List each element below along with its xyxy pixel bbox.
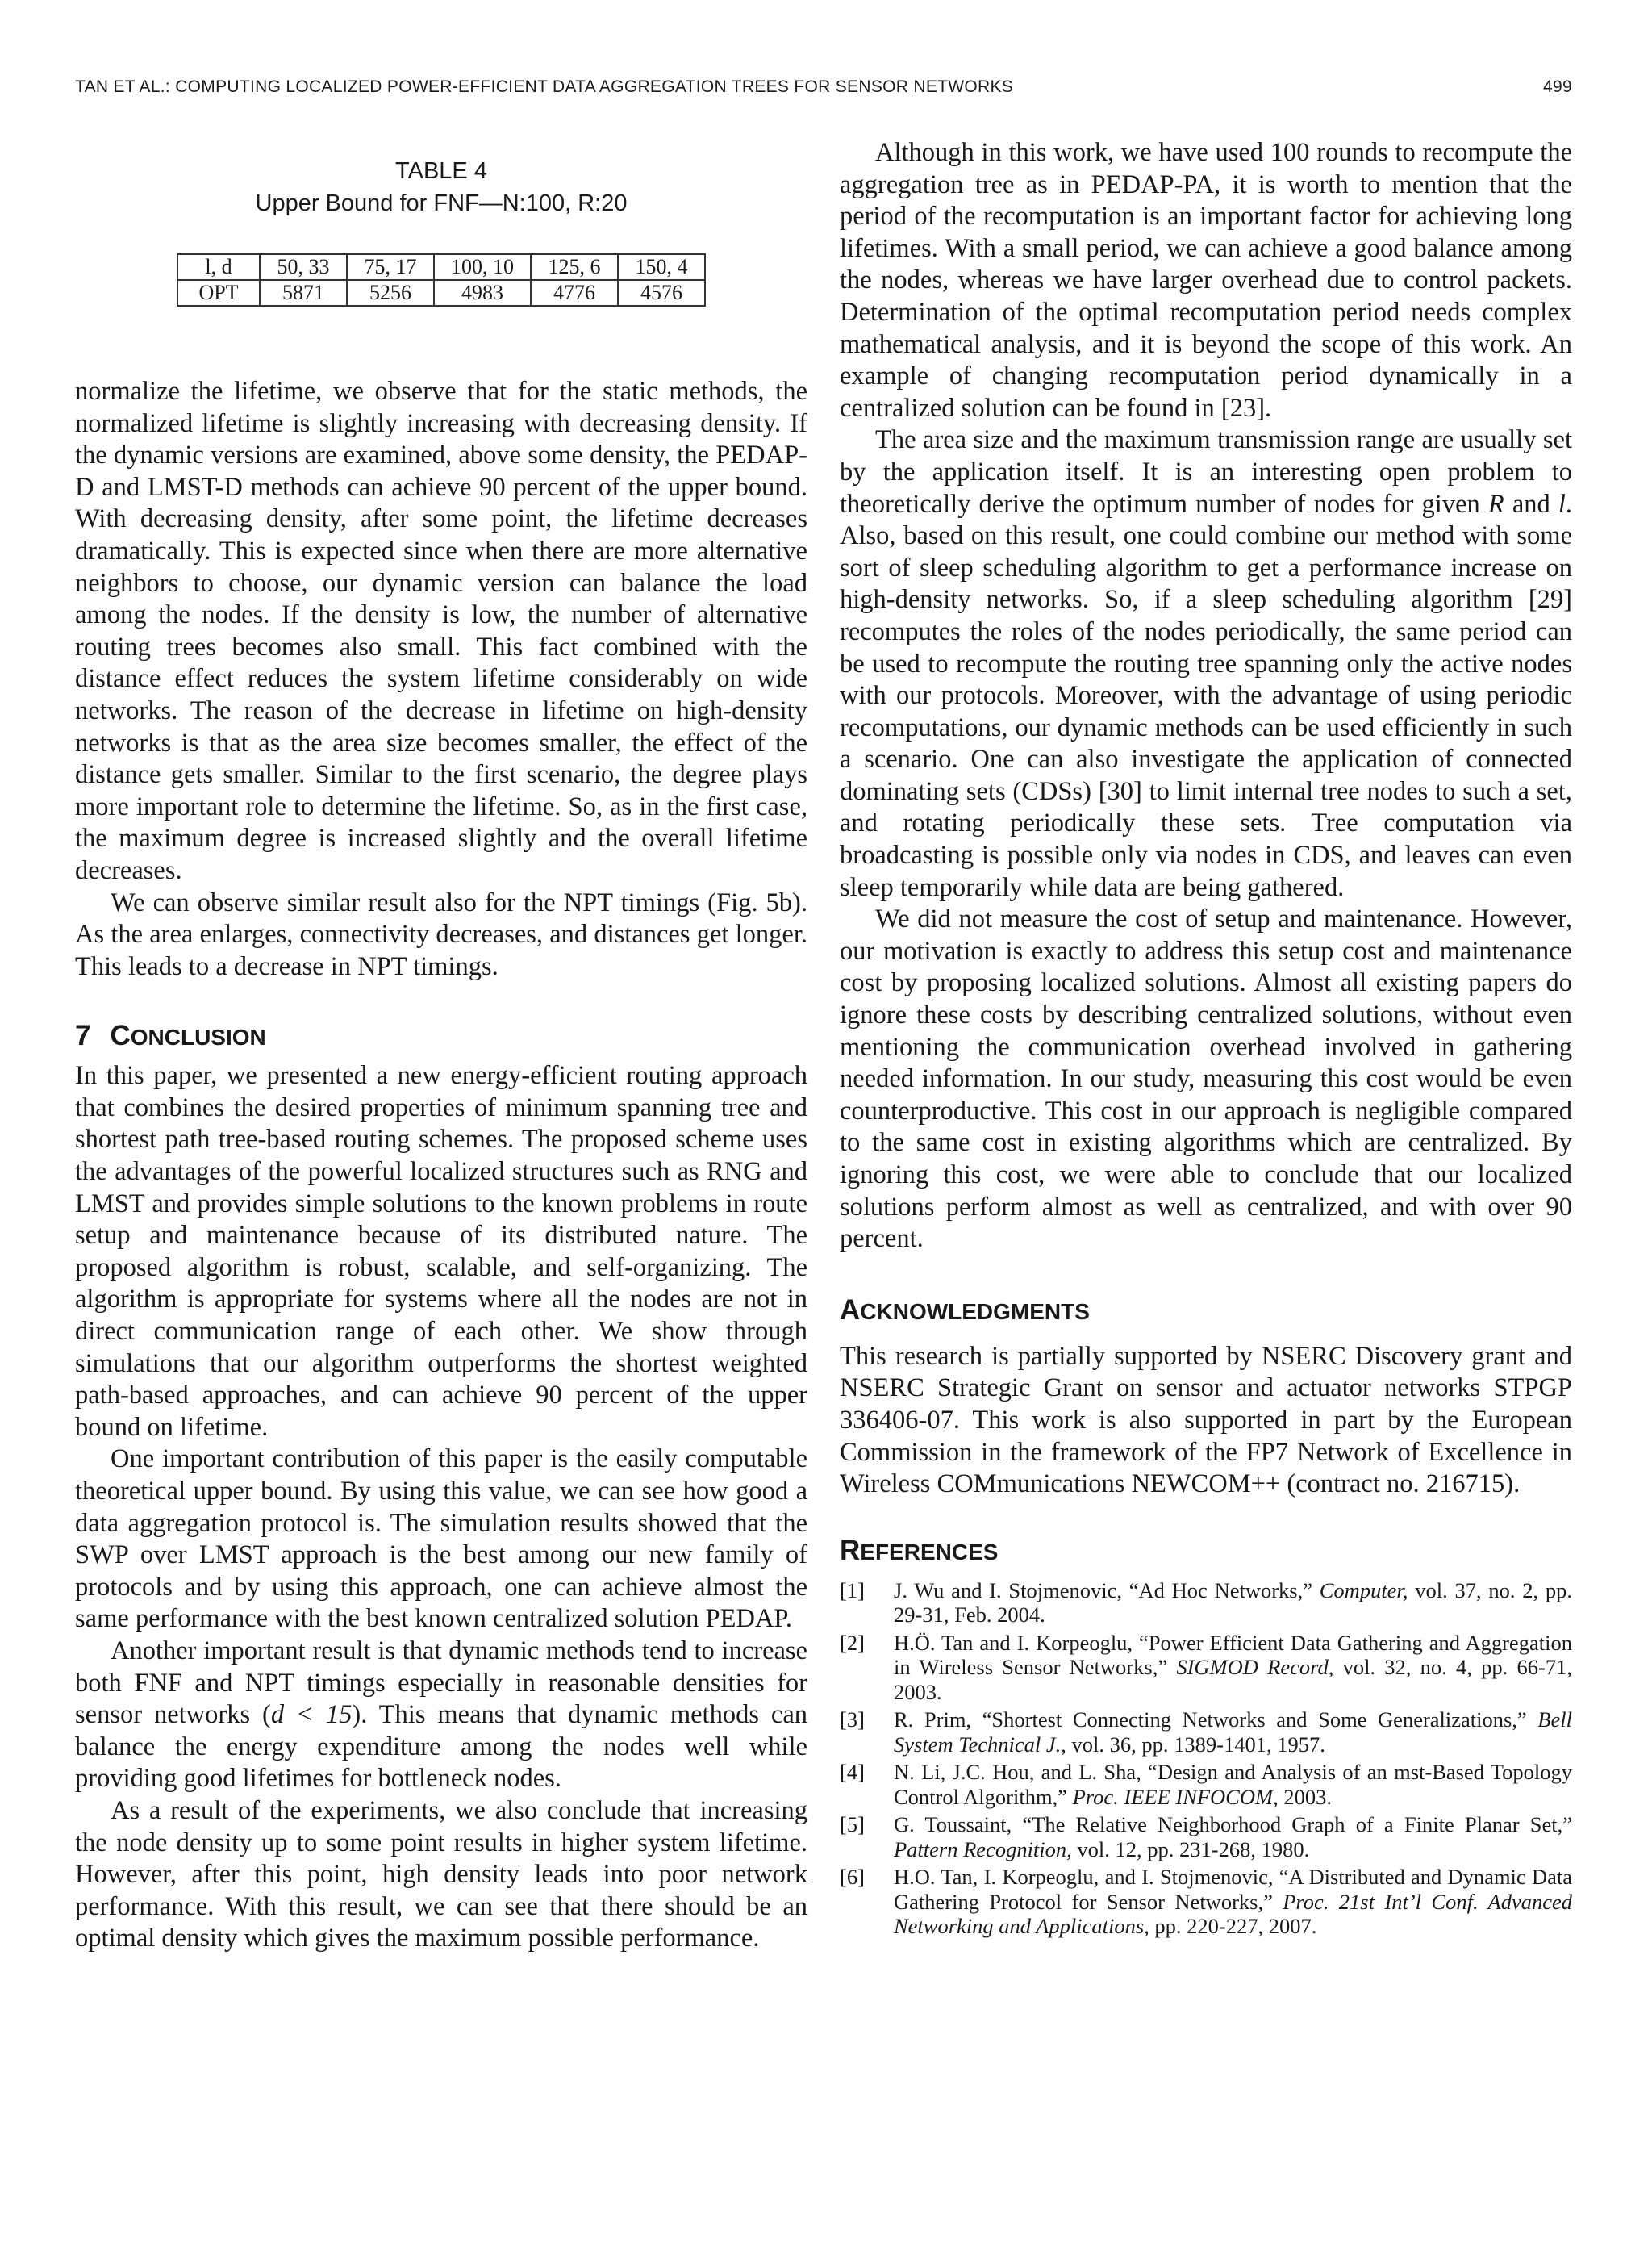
table-label: TABLE 4 [395, 158, 487, 184]
table-cell: 125, 6 [531, 254, 618, 280]
table-cell: 4776 [531, 280, 618, 306]
paragraph: We did not measure the cost of setup and maintenance. However, our motivation is exactly to address this setup cost and maintenance cost by proposing localized solutions. Almost all existing papers do ignore these costs by describing centralized solutions, without even mentioning the communication overhead involved in gathering needed information. In our study, measuring this cost would be even counterproductive. This cost in our approach is negligible compared to the same cost in existing algorithms which are centralized. By ignoring this cost, we were able to conclude that our localized solutions perform almost as well as centralized, and with over 90 percent. [840, 904, 1572, 1254]
table-cell: 150, 4 [618, 254, 705, 280]
right-column [840, 137, 1572, 1939]
inline-math: d < 15 [270, 1700, 353, 1730]
left-column [75, 137, 807, 1955]
reference-item: [6] H.O. Tan, I. Korpeoglu, and I. Stojmenovic, “A Distributed and Dynamic Data Gathering Protocol for Sensor Networks,” Proc. 21st Int’l Conf. Advanced Networking and Applications, pp. 220-227, 2007. [840, 1865, 1572, 1939]
paragraph: normalize the lifetime, we observe that for the static methods, the normalized lifetime is slightly increasing with decreasing density. If the dynamic versions are examined, above some density, the PEDAP-D and LMST-D methods can achieve 90 percent of the upper bound. With decreasing density, after some point, the lifetime decreases dramatically. This is expected since when there are more alternative neighbors to choose, our dynamic version can balance the load among the nodes. If the density is low, the number of alternative routing trees becomes also small. This fact combined with the distance effect reduces the system lifetime considerably on wide networks. The reason of the decrease in lifetime on high-density networks is that as the area size becomes smaller, the effect of the distance gets smaller. Similar to the first scenario, the degree plays more important role to determine the lifetime. So, as in the first case, the maximum degree is increased slightly and the overall lifetime decreases. [75, 377, 807, 885]
section-heading-acknowledgments: ACKNOWLEDGMENTS [840, 1293, 1090, 1326]
table-cell: l, d [177, 254, 260, 280]
table-4 [75, 155, 807, 307]
table-row [177, 280, 705, 306]
running-header-title: TAN ET AL.: COMPUTING LOCALIZED POWER-EFFICIENT DATA AGGREGATION TREES FOR SENSOR NETWORKS [75, 77, 1014, 96]
paragraph: As a result of the experiments, we also conclude that increasing the node density up to some point results in higher system lifetime. However, after this point, high density leads into poor network performance. With this result, we can see that there should be an optimal density which gives the maximum possible performance. [75, 1795, 807, 1953]
table-cell: 4983 [434, 280, 531, 306]
upper-bound-table [177, 253, 706, 307]
paragraph: Another important result is that dynamic methods tend to increase both FNF and NPT timings especially in reasonable densities for sensor networks (d < 15). This means that dynamic methods can balance the energy expenditure among the nodes well while providing good lifetimes for bottleneck nodes. [75, 1636, 807, 1794]
table-cell: 5871 [260, 280, 347, 306]
reference-item: [1] J. Wu and I. Stojmenovic, “Ad Hoc Networks,” Computer, vol. 37, no. 2, pp. 29-31, Feb. 2004. [840, 1577, 1572, 1627]
acknowledgments-text: This research is partially supported by NSERC Discovery grant and NSERC Strategic Grant on sensor and actuator networks STPGP 336406-07. This work is also supported in part by the European Commission in the framework of the FP7 Network of Excellence in Wireless COMmunications NEWCOM++ (contract no. 216715). [840, 1341, 1572, 1499]
paragraph: In this paper, we presented a new energy-efficient routing approach that combines the desired properties of minimum spanning tree and shortest path tree-based routing schemes. The proposed scheme uses the advantages of the powerful localized structures such as RNG and LMST and provides simple solutions to the known problems in route setup and maintenance because of its distributed nature. The proposed algorithm is robust, scalable, and self-organizing. The algorithm is appropriate for systems where all the nodes are not in direct communication range of each other. We show through simulations that our algorithm outperforms the shortest weighted path-based approaches, and can achieve 90 percent of the upper bound on lifetime. [75, 1061, 807, 1442]
paragraph: The area size and the maximum transmission range are usually set by the application itself. It is an interesting open problem to theoretically derive the optimum number of nodes for given R and l. Also, based on this result, one could combine our method with some sort of sleep scheduling algorithm to get a performance increase on high-density networks. So, if a sleep scheduling algorithm [29] recomputes the roles of the nodes periodically, the same period can be used to recompute the routing tree spanning only the active nodes with our protocols. Moreover, with the advantage of using periodic recomputations, our dynamic methods can be used efficiently in such a scenario. One can also investigate the application of connected dominating sets (CDSs) [30] to limit internal tree nodes to such a set, and rotating periodically these sets. Tree computation via broadcasting is possible only via nodes in CDS, and leaves can even sleep temporarily while data are being gathered. [840, 425, 1572, 902]
table-caption: Upper Bound for FNF—N:100, R:20 [255, 190, 628, 216]
reference-item: [3] R. Prim, “Shortest Connecting Networks and Some Generalizations,” Bell System Technical J., vol. 36, pp. 1389-1401, 1957. [840, 1707, 1572, 1757]
table-cell: 5256 [347, 280, 434, 306]
table-cell: 50, 33 [260, 254, 347, 280]
running-header [75, 77, 1572, 105]
table-cell: OPT [177, 280, 260, 306]
table-cell: 100, 10 [434, 254, 531, 280]
section-heading-references: REFERENCES [840, 1534, 999, 1566]
reference-item: [4] N. Li, J.C. Hou, and L. Sha, “Design and Analysis of an mst-Based Topology Control Algorithm,” Proc. IEEE INFOCOM, 2003. [840, 1760, 1572, 1809]
table-header-row [177, 254, 705, 280]
paragraph: Although in this work, we have used 100 rounds to recompute the aggregation tree as in PEDAP-PA, it is worth to mention that the period of the recomputation is an important factor for achieving long lifetimes. With a small period, we can achieve a good balance among the nodes, whereas we have larger overhead due to control packets. Determination of the optimal recomputation period needs complex mathematical analysis, and it is beyond the scope of this work. An example of changing recomputation period dynamically in a centralized solution can be found in [23]. [840, 138, 1572, 423]
paragraph: One important contribution of this paper is the easily computable theoretical upper bound. By using this value, we can see how good a data aggregation protocol is. The simulation results showed that the SWP over LMST approach is the best among our new family of protocols and by using this approach, one can achieve almost the same performance with the best known centralized solution PEDAP. [75, 1444, 807, 1634]
reference-item: [2] H.Ö. Tan and I. Korpeoglu, “Power Efficient Data Gathering and Aggregation in Wireless Sensor Networks,” SIGMOD Record, vol. 32, no. 4, pp. 66-71, 2003. [840, 1630, 1572, 1704]
table-cell: 4576 [618, 280, 705, 306]
page-number: 499 [1543, 77, 1572, 96]
reference-list [840, 1578, 1572, 1939]
reference-item: [5] G. Toussaint, “The Relative Neighborhood Graph of a Finite Planar Set,” Pattern Recognition, vol. 12, pp. 231-268, 1980. [840, 1812, 1572, 1861]
section-heading-conclusion: 7 CONCLUSION [75, 1020, 266, 1052]
table-cell: 75, 17 [347, 254, 434, 280]
paragraph: We can observe similar result also for the NPT timings (Fig. 5b). As the area enlarges, connectivity decreases, and distances get longer. This leads to a decrease in NPT timings. [75, 888, 807, 981]
